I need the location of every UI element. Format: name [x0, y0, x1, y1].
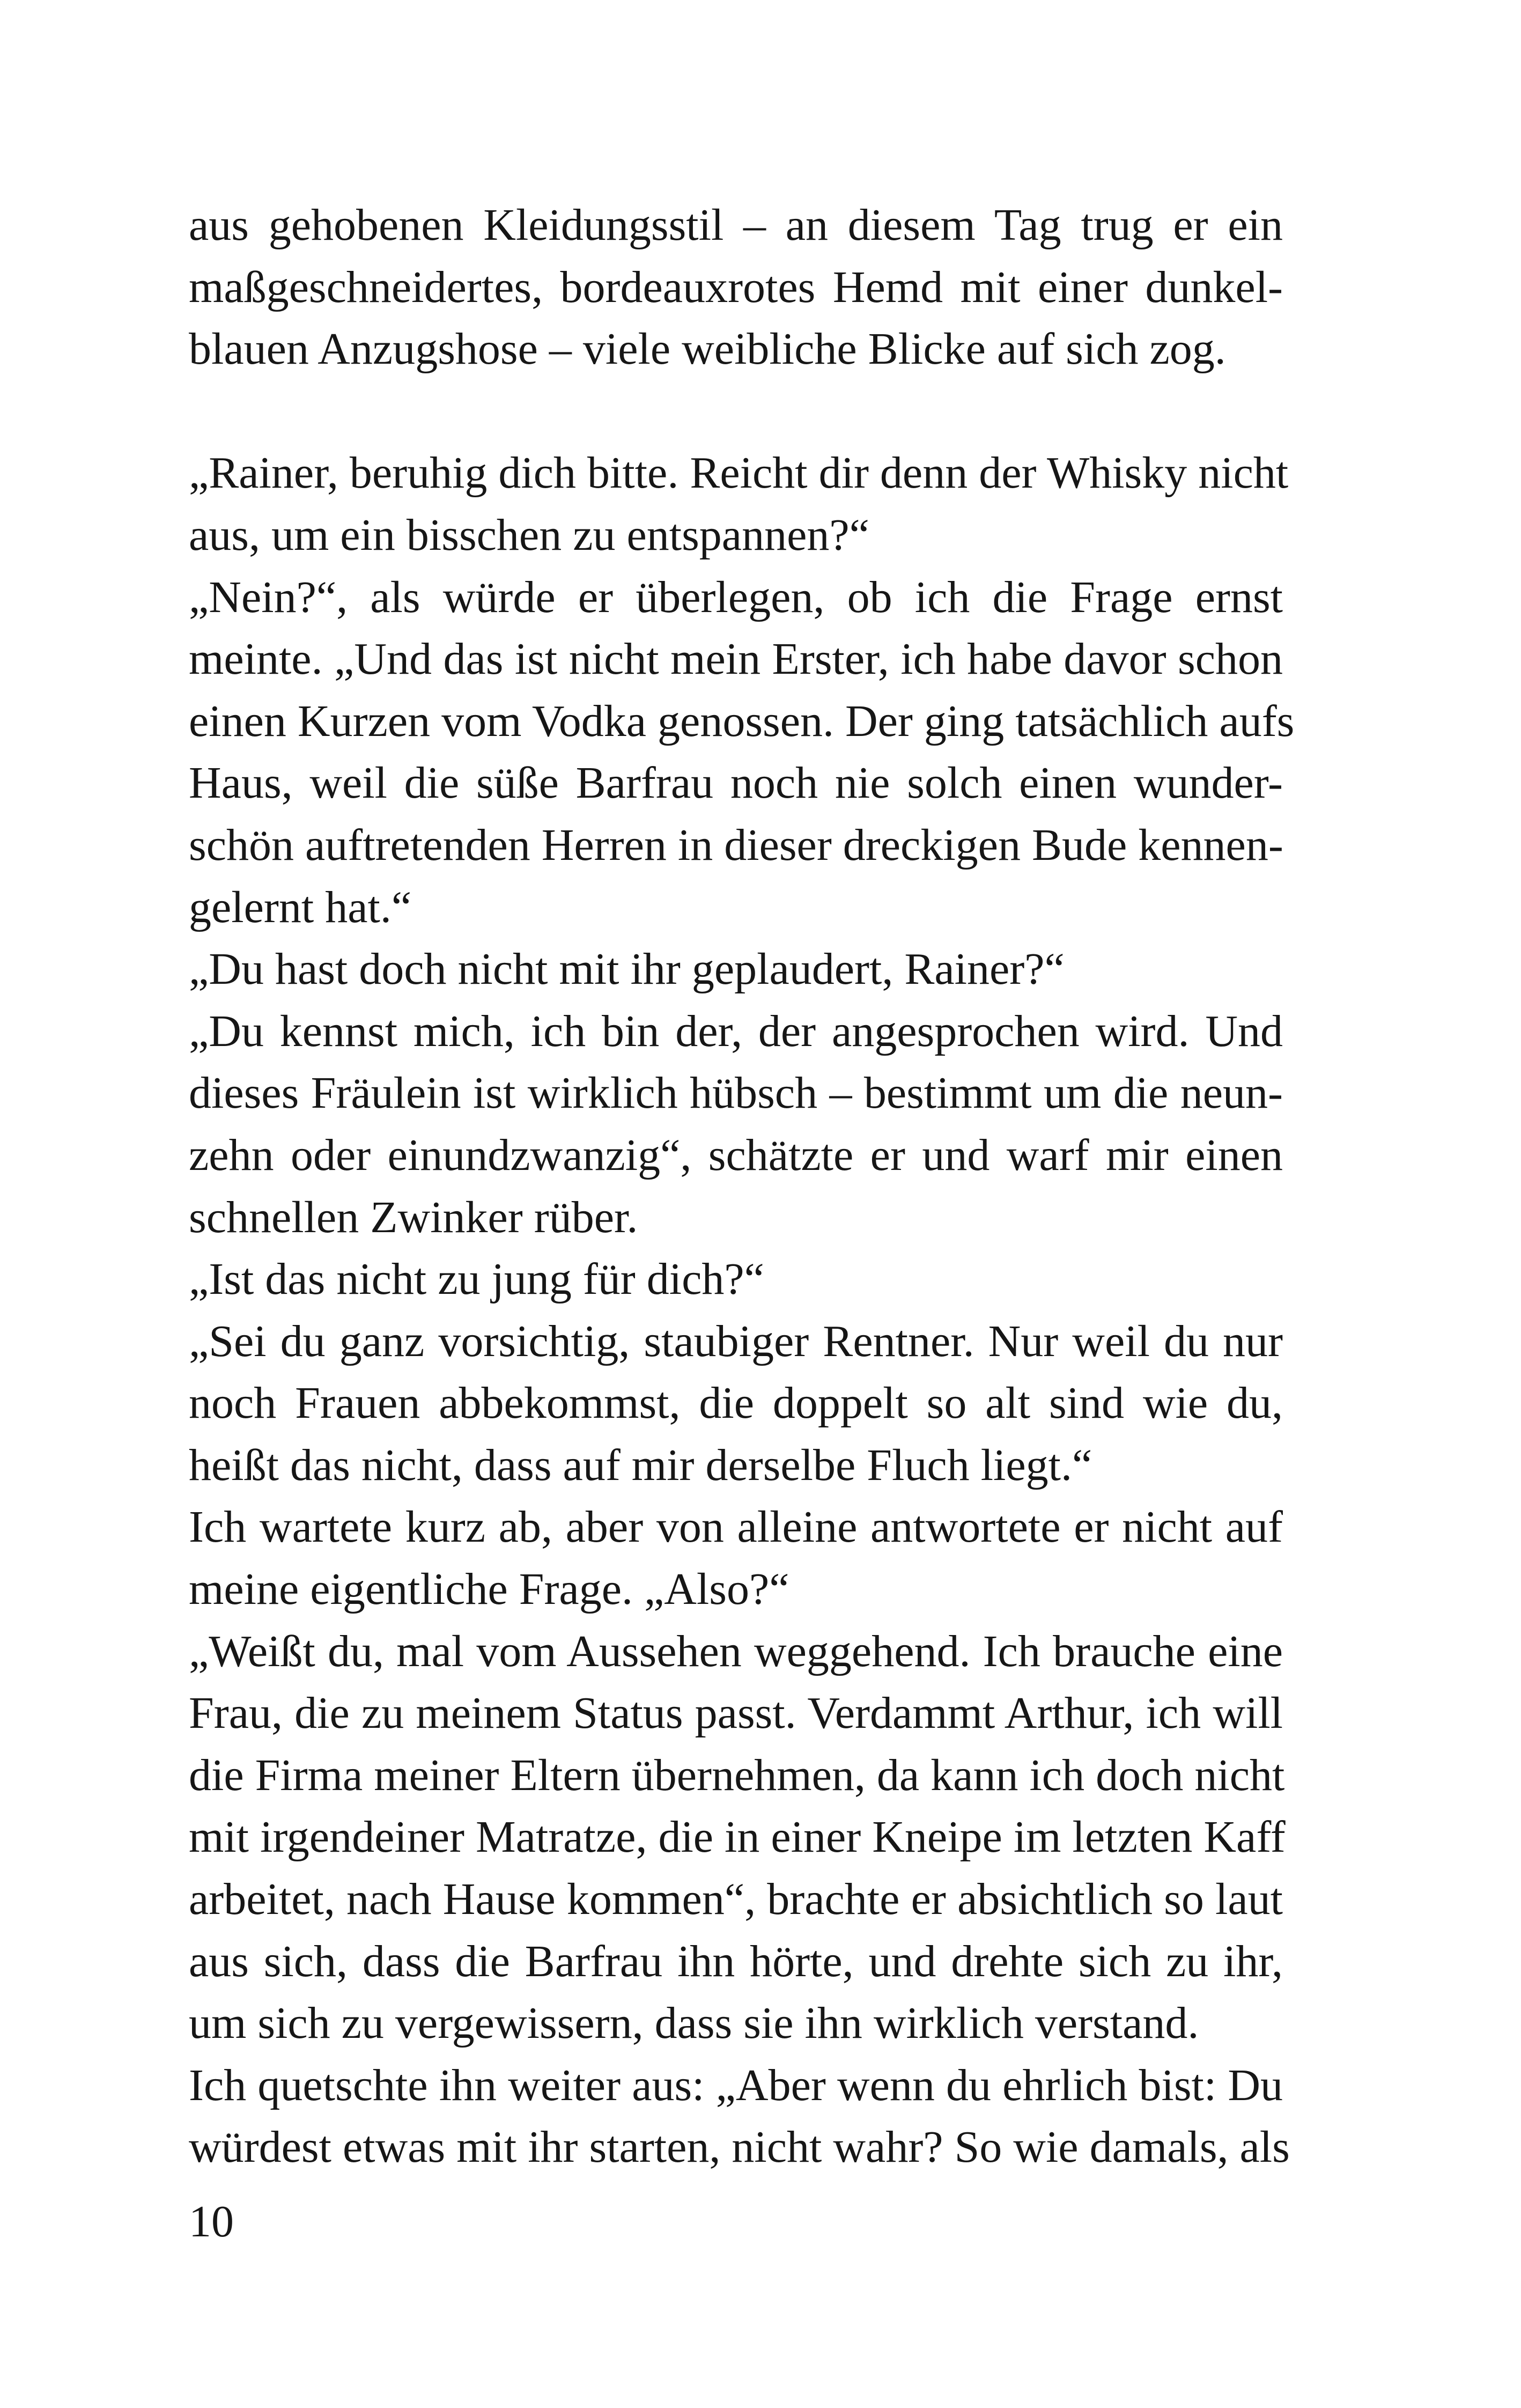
text-line: schnellen Zwinker rüber.	[189, 1192, 638, 1242]
text-line: würdest etwas mit ihr starten, nicht wahr? So wie damals, als	[189, 2122, 1290, 2173]
text-line: aus, um ein bisschen zu entspannen?“	[189, 510, 869, 560]
text-line: um sich zu vergewissern, dass sie ihn wirklich verstand.	[189, 1998, 1199, 2049]
text-line: meine eigentliche Frage. „Also?“	[189, 1564, 789, 1615]
text-line: schön auftretenden Herren in dieser dreckigen Bude kennen-	[189, 820, 1283, 870]
text-line: heißt das nicht, dass auf mir derselbe Fluch liegt.“	[189, 1440, 1092, 1490]
text-line: zehn oder einundzwanzig“, schätzte er und warf mir einen	[189, 1130, 1283, 1180]
page-number: 10	[189, 2197, 234, 2247]
text-line: „Du hast doch nicht mit ihr geplaudert, Rainer?“	[189, 944, 1065, 995]
text-line: Ich quetschte ihn weiter aus: „Aber wenn du ehrlich bist: Du	[189, 2060, 1283, 2110]
text-line: Ich wartete kurz ab, aber von alleine antwortete er nicht auf	[189, 1502, 1283, 1552]
text-line: dieses Fräulein ist wirklich hübsch – bestimmt um die neun-	[189, 1068, 1283, 1118]
text-line: arbeitet, nach Hause kommen“, brachte er absichtlich so laut	[189, 1874, 1283, 1925]
text-line: blauen Anzugshose – viele weibliche Blicke auf sich zog.	[189, 324, 1226, 374]
text-line: „Du kennst mich, ich bin der, der angesprochen wird. Und	[189, 1006, 1283, 1056]
text-line: Frau, die zu meinem Status passt. Verdammt Arthur, ich will	[189, 1688, 1283, 1739]
text-line: „Sei du ganz vorsichtig, staubiger Rentner. Nur weil du nur	[189, 1316, 1283, 1366]
text-line: maßgeschneidertes, bordeauxrotes Hemd mit einer dunkel-	[189, 262, 1283, 312]
text-line: „Nein?“, als würde er überlegen, ob ich die Frage ernst	[189, 572, 1283, 622]
paragraph-gap	[189, 380, 1283, 443]
text-line: meinte. „Und das ist nicht mein Erster, ich habe davor schon	[189, 634, 1283, 684]
text-line: mit irgendeiner Matratze, die in einer Kneipe im letzten Kaff	[189, 1812, 1286, 1862]
text-line: gelernt hat.“	[189, 882, 412, 932]
body-text	[189, 194, 1295, 2178]
text-line: noch Frauen abbekommst, die doppelt so alt sind wie du,	[189, 1378, 1283, 1428]
text-line: „Rainer, beruhig dich bitte. Reicht dir denn der Whisky nicht	[189, 448, 1289, 498]
text-line: die Firma meiner Eltern übernehmen, da kann ich doch nicht	[189, 1750, 1285, 1800]
text-line: aus sich, dass die Barfrau ihn hörte, und drehte sich zu ihr,	[189, 1936, 1283, 1986]
text-line: einen Kurzen vom Vodka genossen. Der ging tatsächlich aufs	[189, 696, 1295, 746]
text-line: „Ist das nicht zu jung für dich?“	[189, 1254, 764, 1305]
text-line: „Weißt du, mal vom Aussehen weggehend. Ich brauche eine	[189, 1626, 1283, 1676]
text-line: Haus, weil die süße Barfrau noch nie solch einen wunder-	[189, 758, 1283, 808]
text-line: aus gehobenen Kleidungsstil – an diesem Tag trug er ein	[189, 200, 1283, 250]
